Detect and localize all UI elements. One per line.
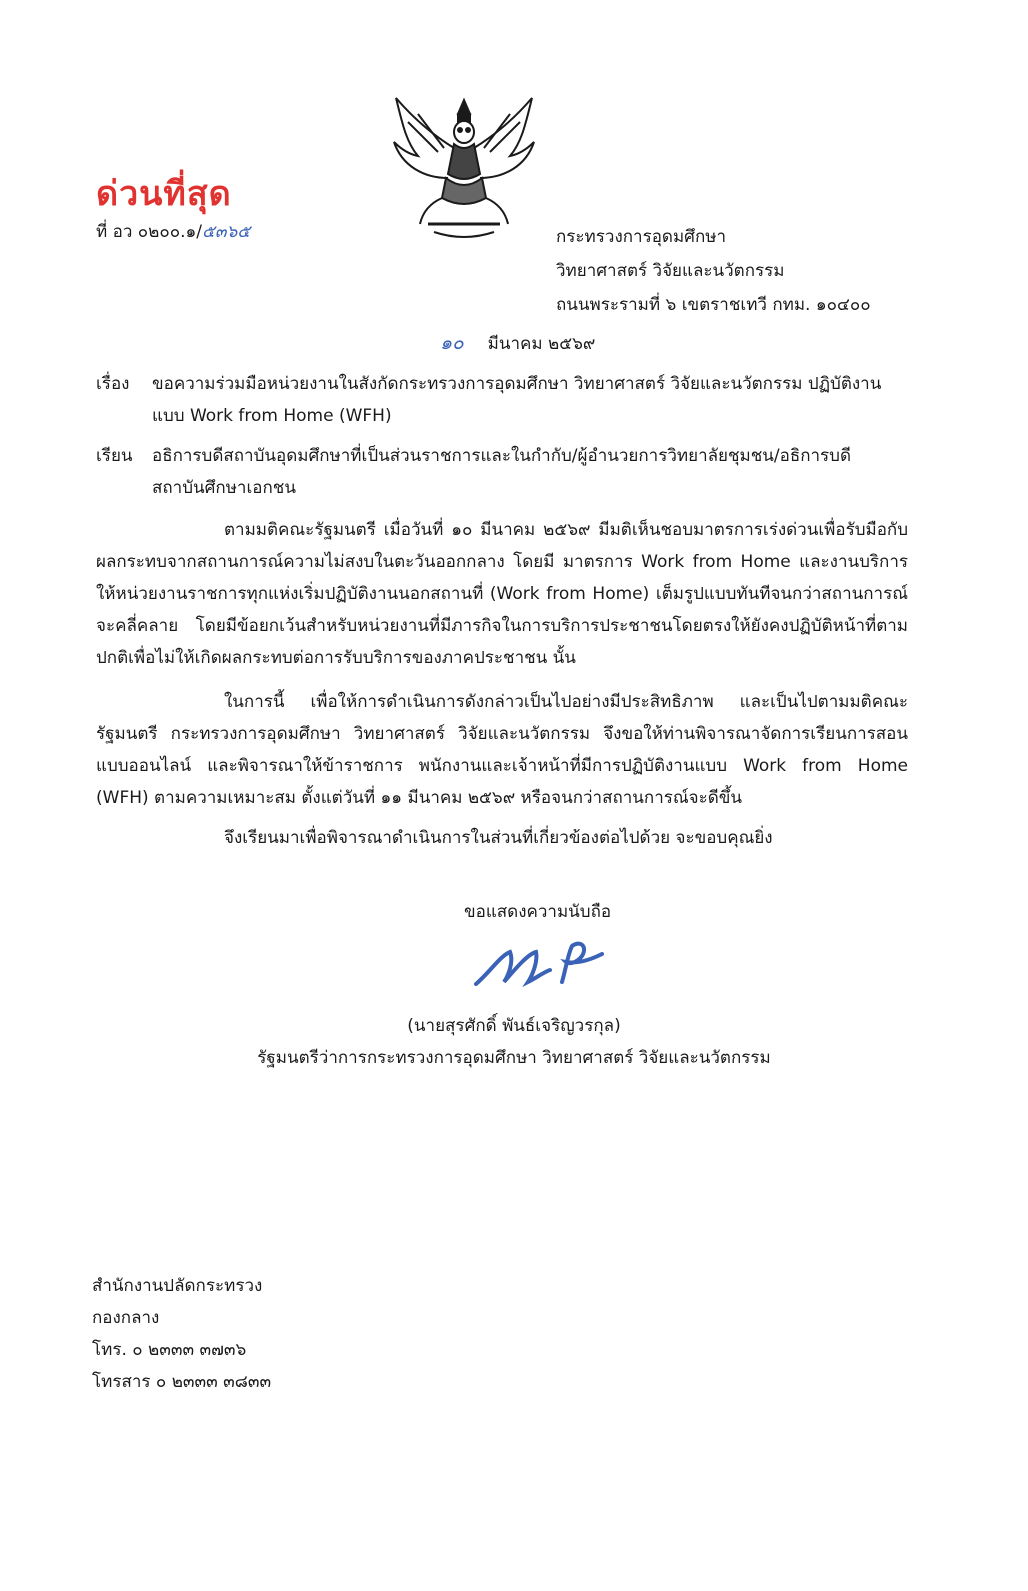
body-paragraph-1: ตามมติคณะรัฐมนตรี เมื่อวันที่ ๑๐ มีนาคม ๒๕๖๙ มีมติเห็นชอบมาตรการเร่งด่วนเพื่อรับมือกับผลกระทบจากสถานการณ์ความไม่สงบในตะวันออกกลาง โดยมี มาตรการ Work from Home และงานบริการให้หน่วยงานราชการทุกแห่งเริ่มปฏิบัติงานนอกสถานที่ (Work from Home) เต็มรูปแบบทันทีจนกว่าสถานการณ์จะคลี่คลาย โดยมีข้อยกเว้นสำหรับหน่วยงานที่มีภารกิจในการบริการประชาชนโดยตรงให้ยังคงปฏิบัติหน้าที่ตามปกติเพื่อไม่ให้เกิดผลกระทบต่อการรับบริการของภาคประชาชน นั้น (96, 520, 908, 668)
signer-position: รัฐมนตรีว่าการกระทรวงการอุดมศึกษา วิทยาศาสตร์ วิจัยและนวัตกรรม (257, 1048, 771, 1068)
footer-division: กองกลาง (92, 1308, 160, 1328)
recipient-text: อธิการบดีสถาบันอุดมศึกษาที่เป็นส่วนราชการและในกำกับ/ผู้อำนวยการวิทยาลัยชุมชน/อธิการบดี สถาบันศึกษาเอกชน (152, 446, 852, 498)
subject-text: ขอความร่วมมือหน่วยงานในสังกัดกระทรวงการอุดมศึกษา วิทยาศาสตร์ วิจัยและนวัตกรรม ปฏิบัติงานแบบ Work from Home (WFH) (152, 374, 882, 426)
reference-handwritten-number: ๕๓๖๕ (202, 222, 251, 242)
letter-date (440, 328, 595, 358)
body-paragraph-3: จึงเรียนมาเพื่อพิจารณาดำเนินการในส่วนที่เกี่ยวข้องต่อไปด้วย จะขอบคุณยิ่ง (224, 828, 773, 848)
footer-office: สำนักงานปลัดกระทรวง (92, 1276, 263, 1296)
signer-name: (นายสุรศักดิ์ พันธ์เจริญวรกุล) (407, 1016, 621, 1036)
address-line-3: ถนนพระรามที่ ๖ เขตราชเทวี กทม. ๑๐๔๐๐ (556, 295, 871, 315)
date-month-year: มีนาคม ๒๕๖๙ (487, 334, 596, 354)
sender-address (556, 220, 871, 322)
handwritten-signature (470, 932, 606, 996)
footer-tel: โทร. ๐ ๒๓๓๓ ๓๗๓๖ (92, 1340, 247, 1360)
footer-fax: โทรสาร ๐ ๒๓๓๓ ๓๘๓๓ (92, 1372, 272, 1392)
footer-contact (92, 1270, 271, 1398)
subject-label: เรื่อง (96, 374, 130, 394)
date-day: ๑๐ (440, 332, 464, 354)
address-line-1: กระทรวงการอุดมศึกษา (556, 227, 726, 247)
subject-row (96, 368, 908, 432)
urgency-label: ด่วนที่สุด (96, 174, 232, 214)
body-paragraph-2: ในการนี้ เพื่อให้การดำเนินการดังกล่าวเป็นไปอย่างมีประสิทธิภาพ และเป็นไปตามมติคณะรัฐมนตรี กระทรวงการอุดมศึกษา วิทยาศาสตร์ วิจัยและนวัตกรรม จึงขอให้ท่านพิจารณาจัดการเรียนการสอนแบบออนไลน์ และพิจารณาให้ข้าราชการ พนักงานและเจ้าหน้าที่มีการปฏิบัติงานแบบ Work from Home (WFH) ตามความเหมาะสม ตั้งแต่วันที่ ๑๑ มีนาคม ๒๕๖๙ หรือจนกว่าสถานการณ์จะดีขึ้น (96, 692, 908, 808)
recipient-row (96, 440, 908, 504)
recipient-label: เรียน (96, 446, 133, 466)
garuda-emblem-icon (388, 92, 540, 244)
closing-salutation: ขอแสดงความนับถือ (464, 902, 612, 922)
reference-number (96, 218, 250, 245)
address-line-2: วิทยาศาสตร์ วิจัยและนวัตกรรม (556, 261, 785, 281)
reference-prefix: ที่ อว ๐๒๐๐.๑/ (96, 222, 203, 242)
